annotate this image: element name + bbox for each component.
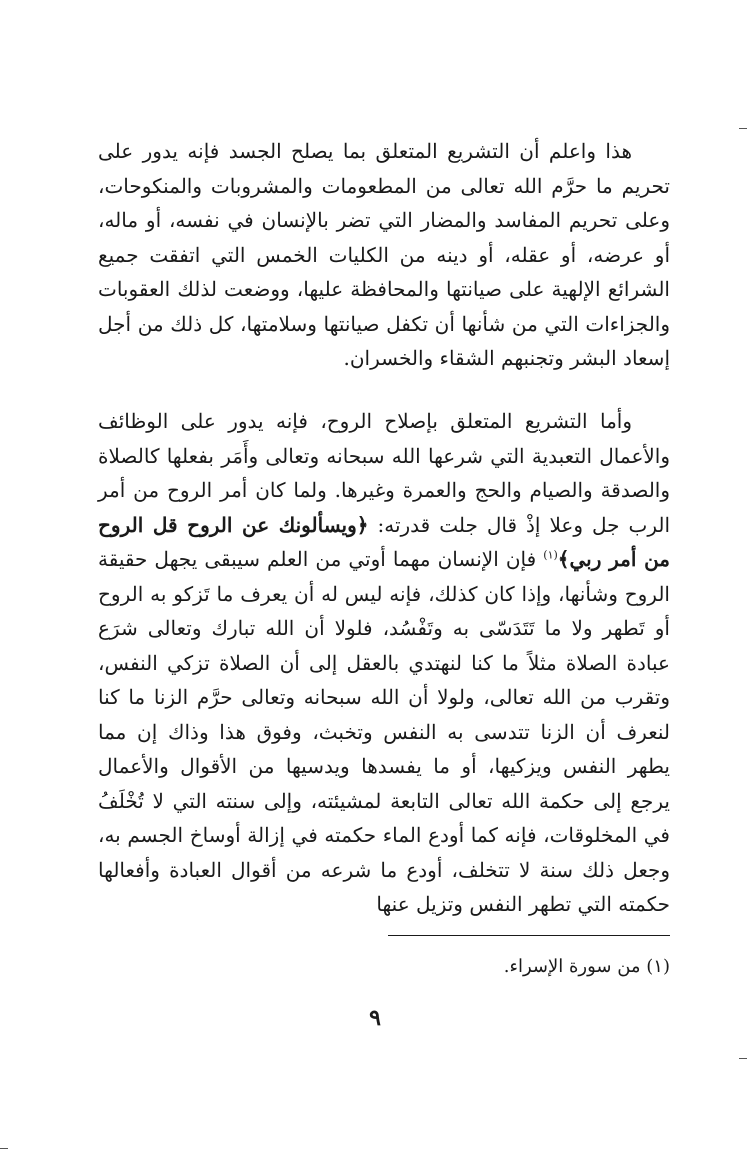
paragraph-body-health-legislation [98, 134, 670, 376]
paragraph-1-text: هذا واعلم أن التشريع المتعلق بما يصلح الجسد فإنه يدور على تحريم ما حرَّم الله تعالى من المطعومات والمشروبات والمنكوحات، وعلى تحريم المفاسد والمضار التي تضر بالإنسان في نفسه، أو ماله، أو عرضه، أو عقله، أو دينه من الكليات الخمس التي اتفقت جميع الشرائع الإلهية على صيانتها والمحافظة عليها، ووضعت لذلك العقوبات والجزاءات التي من شأنها أن تكفل صيانتها وسلامتها، كل ذلك من أجل إسعاد البشر وتجنبهم الشقاء والخسران. [98, 139, 670, 370]
footnote-reference: (١) [543, 548, 558, 562]
paragraph-2-rest: فإن الإنسان مهما أوتي من العلم سيبقى يجهل حقيقة الروح وشأنها، وإذا كان كذلك، فإنه ليس له أن يعرف ما تَزكو به الروح أو تَطهر ولا ما تَتَدَسّى به وتَفْسُد، فلولا أن الله تبارك وتعالى شرَع عبادة الصلاة مثلاً ما كنا لنهتدي بالعقل إلى أن الصلاة تزكي النفس، وتقرب من الله تعالى، ولولا أن الله سبحانه وتعالى حرَّم الزنا ما كنا لنعرف أن الزنا تتدسى به النفس وتخبث، وفوق هذا وذاك إن مما يطهر النفس ويزكيها، أو ما يفسدها ويدسيها من الأقوال والأعمال يرجع إلى حكمة الله تعالى التابعة لمشيئته، وإلى سنته التي لا تُخْلَفُ في المخلوقات، فإنه كما أودع الماء حكمته في إزالة أوساخ الجسم به، وجعل ذلك سنة لا تتخلف، أودع ما شرعه من أقوال العبادة وأفعالها حكمته التي تطهر النفس وتزيل عنها [98, 547, 670, 916]
scan-edge-mark [0, 1148, 8, 1149]
quran-verse: ﴿ويسألونك عن الروح قل الروح من أمر ربي﴾ [98, 512, 671, 571]
paragraph-soul-legislation [98, 404, 670, 922]
page-number: ٩ [369, 1005, 381, 1031]
scan-edge-mark [739, 1058, 747, 1059]
paragraph-2-intro: وأما التشريع المتعلق بإصلاح الروح، فإنه يدور على الوظائف والأعمال التعبدية التي شرعها الله سبحانه وتعالى وأَمَر بفعلها كالصلاة والصدقة والصيام والحج والعمرة وغيرها. ولما كان أمر الروح من أمر الرب جل وعلا إذْ قال جلت قدرته: [98, 409, 671, 537]
scan-edge-mark [739, 128, 747, 129]
footnote: (١) من سورة الإسراء. [503, 956, 670, 977]
paragraph-2 [98, 404, 670, 922]
footnote-separator [388, 935, 670, 936]
